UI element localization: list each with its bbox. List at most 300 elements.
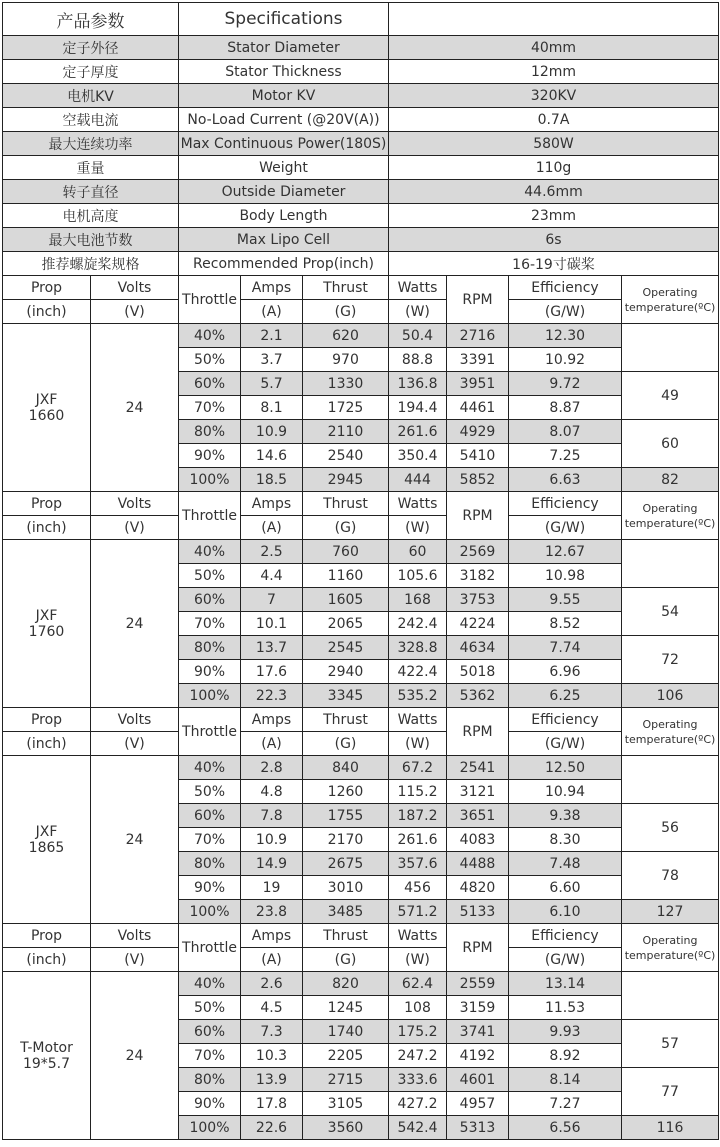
temp-header-line2: temperature(ºC) [624,300,716,314]
col-amps: Amps [241,708,303,732]
cell-throttle: 80% [179,852,241,876]
cell-throttle: 40% [179,540,241,564]
col-volts: Volts [91,276,179,300]
cell-throttle: 60% [179,804,241,828]
cell-thrust: 3010 [303,876,389,900]
cell-watts: 456 [389,876,447,900]
temp-value: 56 [622,804,719,852]
cell-watts: 88.8 [389,348,447,372]
col-amps: Amps [241,276,303,300]
cell-rpm: 3182 [447,564,509,588]
cell-amps: 4.5 [241,996,303,1020]
cell-watts: 571.2 [389,900,447,924]
cell-watts: 108 [389,996,447,1020]
cell-thrust: 2540 [303,444,389,468]
cell-thrust: 2945 [303,468,389,492]
cell-thrust: 620 [303,324,389,348]
spec-en-label: Recommended Prop(inch) [179,252,389,276]
col-volts: Volts [91,924,179,948]
cell-rpm: 4224 [447,612,509,636]
spec-en-label: Stator Diameter [179,36,389,60]
cell-throttle: 80% [179,420,241,444]
cell-amps: 19 [241,876,303,900]
table-row [3,60,719,84]
col-efficiency: Efficiency [509,708,622,732]
spec-en-label: Max Continuous Power(180S) [179,132,389,156]
cell-thrust: 1260 [303,780,389,804]
cell-efficiency: 7.74 [509,636,622,660]
cell-amps: 2.8 [241,756,303,780]
col-thrust-unit: (G) [303,948,389,972]
cell-efficiency: 7.25 [509,444,622,468]
cell-rpm: 2716 [447,324,509,348]
cell-amps: 10.9 [241,420,303,444]
cell-watts: 67.2 [389,756,447,780]
cell-rpm: 5362 [447,684,509,708]
col-rpm: RPM [447,492,509,540]
cell-thrust: 1755 [303,804,389,828]
temp-value: 78 [622,852,719,900]
cell-efficiency: 6.56 [509,1116,622,1140]
col-watts-unit: (W) [389,948,447,972]
temp-value: 49 [622,372,719,420]
cell-rpm: 5852 [447,468,509,492]
cell-efficiency: 9.55 [509,588,622,612]
spec-value: 23mm [389,204,719,228]
cell-rpm: 3741 [447,1020,509,1044]
cell-throttle: 50% [179,780,241,804]
cell-thrust: 2205 [303,1044,389,1068]
col-prop: Prop [3,924,91,948]
cell-watts: 261.6 [389,828,447,852]
temp-value: 116 [622,1116,719,1140]
col-prop-unit: (inch) [3,732,91,756]
prop-name-line1: JXF [35,391,58,408]
cell-thrust: 840 [303,756,389,780]
cell-throttle: 70% [179,396,241,420]
temp-header-line2: temperature(ºC) [624,516,716,530]
col-amps-unit: (A) [241,732,303,756]
cell-efficiency: 9.72 [509,372,622,396]
col-amps: Amps [241,924,303,948]
prop-volts: 24 [91,324,179,492]
cell-watts: 105.6 [389,564,447,588]
cell-amps: 10.3 [241,1044,303,1068]
cell-amps: 2.6 [241,972,303,996]
cell-thrust: 1330 [303,372,389,396]
prop-name-line1: JXF [35,823,58,840]
cell-amps: 4.8 [241,780,303,804]
cell-amps: 22.6 [241,1116,303,1140]
spec-cn-label: 重量 [3,156,179,180]
cell-throttle: 40% [179,972,241,996]
prop-name [3,756,91,924]
en-title: Specifications [179,3,389,36]
col-thrust-unit: (G) [303,732,389,756]
cell-efficiency: 6.25 [509,684,622,708]
cell-thrust: 3485 [303,900,389,924]
cell-watts: 444 [389,468,447,492]
col-temperature [622,924,719,972]
cell-rpm: 2541 [447,756,509,780]
col-rpm: RPM [447,924,509,972]
cell-throttle: 50% [179,996,241,1020]
cell-efficiency: 7.27 [509,1092,622,1116]
col-thrust: Thrust [303,276,389,300]
temp-value: 127 [622,900,719,924]
cell-throttle: 50% [179,564,241,588]
cell-thrust: 1740 [303,1020,389,1044]
cell-efficiency: 7.48 [509,852,622,876]
temp-value: 60 [622,420,719,468]
prop-name-line1: T-Motor [20,1039,73,1056]
cell-thrust: 760 [303,540,389,564]
prop-name-line2: 1660 [28,407,65,424]
cell-throttle: 80% [179,636,241,660]
cell-amps: 2.5 [241,540,303,564]
spec-value: 320KV [389,84,719,108]
col-watts: Watts [389,924,447,948]
col-watts: Watts [389,708,447,732]
cell-amps: 14.9 [241,852,303,876]
cell-amps: 3.7 [241,348,303,372]
cell-thrust: 3560 [303,1116,389,1140]
cell-watts: 350.4 [389,444,447,468]
temp-value: 106 [622,684,719,708]
table-row [3,204,719,228]
cell-amps: 14.6 [241,444,303,468]
cell-efficiency: 10.92 [509,348,622,372]
prop-name [3,540,91,708]
cell-amps: 2.1 [241,324,303,348]
col-temperature [622,276,719,324]
col-efficiency: Efficiency [509,276,622,300]
table-row [3,84,719,108]
prop-name-line2: 19*5.7 [22,1055,71,1072]
temp-value: 57 [622,1020,719,1068]
table-row [3,324,719,348]
table-row [3,228,719,252]
table-row [3,948,719,972]
col-volts-unit: (V) [91,516,179,540]
cell-throttle: 70% [179,612,241,636]
cell-watts: 542.4 [389,1116,447,1140]
cell-throttle: 90% [179,660,241,684]
cn-title: 产品参数 [3,3,179,36]
temp-value: 72 [622,636,719,684]
cell-amps: 17.6 [241,660,303,684]
cell-rpm: 3391 [447,348,509,372]
col-thrust-unit: (G) [303,300,389,324]
cell-thrust: 2170 [303,828,389,852]
cell-thrust: 1160 [303,564,389,588]
cell-rpm: 2569 [447,540,509,564]
cell-rpm: 3121 [447,780,509,804]
spec-value: 0.7A [389,108,719,132]
col-watts: Watts [389,492,447,516]
col-thrust-unit: (G) [303,516,389,540]
table-row [3,300,719,324]
spec-value: 40mm [389,36,719,60]
spec-cn-label: 空载电流 [3,108,179,132]
cell-efficiency: 12.50 [509,756,622,780]
table-row [3,3,719,36]
cell-amps: 22.3 [241,684,303,708]
spec-value: 44.6mm [389,180,719,204]
cell-efficiency: 6.10 [509,900,622,924]
spec-cn-label: 电机KV [3,84,179,108]
cell-efficiency: 8.14 [509,1068,622,1092]
table-row [3,972,719,996]
cell-throttle: 50% [179,348,241,372]
col-volts-unit: (V) [91,948,179,972]
cell-amps: 8.1 [241,396,303,420]
cell-watts: 535.2 [389,684,447,708]
cell-efficiency: 6.63 [509,468,622,492]
cell-efficiency: 9.38 [509,804,622,828]
cell-rpm: 5018 [447,660,509,684]
col-efficiency-unit: (G/W) [509,516,622,540]
cell-throttle: 100% [179,684,241,708]
col-rpm: RPM [447,276,509,324]
col-volts: Volts [91,708,179,732]
col-amps: Amps [241,492,303,516]
cell-watts: 357.6 [389,852,447,876]
temp-header-line2: temperature(ºC) [624,948,716,962]
cell-efficiency: 10.98 [509,564,622,588]
col-thrust: Thrust [303,924,389,948]
col-efficiency-unit: (G/W) [509,300,622,324]
cell-rpm: 4929 [447,420,509,444]
prop-name-line2: 1760 [28,623,65,640]
col-throttle: Throttle [179,708,241,756]
prop-volts: 24 [91,972,179,1140]
cell-thrust: 2940 [303,660,389,684]
cell-amps: 4.4 [241,564,303,588]
table-row [3,708,719,732]
spec-value: 110g [389,156,719,180]
cell-thrust: 3345 [303,684,389,708]
spec-cn-label: 定子厚度 [3,60,179,84]
temp-header-line2: temperature(ºC) [624,732,716,746]
cell-watts: 60 [389,540,447,564]
cell-efficiency: 10.94 [509,780,622,804]
spec-en-label: Weight [179,156,389,180]
cell-throttle: 100% [179,1116,241,1140]
prop-name-line2: 1865 [28,839,65,856]
cell-throttle: 100% [179,468,241,492]
spec-en-label: No-Load Current (@20V(A)) [179,108,389,132]
spec-cn-label: 最大电池节数 [3,228,179,252]
cell-rpm: 3651 [447,804,509,828]
cell-thrust: 1245 [303,996,389,1020]
spec-value: 6s [389,228,719,252]
cell-efficiency: 12.67 [509,540,622,564]
cell-watts: 242.4 [389,612,447,636]
cell-thrust: 3105 [303,1092,389,1116]
cell-throttle: 40% [179,324,241,348]
cell-efficiency: 8.52 [509,612,622,636]
cell-rpm: 4601 [447,1068,509,1092]
col-prop-unit: (inch) [3,948,91,972]
col-volts-unit: (V) [91,300,179,324]
cell-rpm: 5133 [447,900,509,924]
cell-amps: 5.7 [241,372,303,396]
col-efficiency-unit: (G/W) [509,948,622,972]
cell-watts: 175.2 [389,1020,447,1044]
table-row [3,132,719,156]
cell-watts: 187.2 [389,804,447,828]
col-prop: Prop [3,276,91,300]
cell-efficiency: 11.53 [509,996,622,1020]
cell-rpm: 4461 [447,396,509,420]
col-prop: Prop [3,492,91,516]
cell-rpm: 4488 [447,852,509,876]
col-rpm: RPM [447,708,509,756]
col-prop: Prop [3,708,91,732]
table-row [3,516,719,540]
table-row [3,36,719,60]
cell-watts: 333.6 [389,1068,447,1092]
spec-cn-label: 最大连续功率 [3,132,179,156]
cell-rpm: 4957 [447,1092,509,1116]
table-row [3,756,719,780]
cell-rpm: 5410 [447,444,509,468]
cell-rpm: 5313 [447,1116,509,1140]
cell-efficiency: 9.93 [509,1020,622,1044]
table-row [3,732,719,756]
spec-value: 580W [389,132,719,156]
spec-en-label: Body Length [179,204,389,228]
cell-efficiency: 6.96 [509,660,622,684]
cell-throttle: 60% [179,1020,241,1044]
col-efficiency-unit: (G/W) [509,732,622,756]
cell-throttle: 90% [179,444,241,468]
col-efficiency: Efficiency [509,924,622,948]
cell-efficiency: 8.07 [509,420,622,444]
cell-rpm: 2559 [447,972,509,996]
spec-en-label: Stator Thickness [179,60,389,84]
cell-watts: 136.8 [389,372,447,396]
cell-thrust: 2545 [303,636,389,660]
col-amps-unit: (A) [241,948,303,972]
cell-watts: 115.2 [389,780,447,804]
table-row [3,276,719,300]
col-amps-unit: (A) [241,516,303,540]
cell-throttle: 40% [179,756,241,780]
col-amps-unit: (A) [241,300,303,324]
cell-amps: 17.8 [241,1092,303,1116]
col-volts-unit: (V) [91,732,179,756]
table-row [3,924,719,948]
cell-watts: 168 [389,588,447,612]
cell-amps: 13.7 [241,636,303,660]
cell-throttle: 90% [179,1092,241,1116]
temp-blank [622,540,719,588]
cell-throttle: 70% [179,1044,241,1068]
cell-efficiency: 8.92 [509,1044,622,1068]
cell-amps: 18.5 [241,468,303,492]
temp-value: 54 [622,588,719,636]
col-thrust: Thrust [303,492,389,516]
cell-watts: 247.2 [389,1044,447,1068]
temp-header-line1: Operating [642,285,698,299]
spec-value: 12mm [389,60,719,84]
table-row [3,108,719,132]
prop-volts: 24 [91,540,179,708]
cell-thrust: 2715 [303,1068,389,1092]
spec-cn-label: 推荐螺旋桨规格 [3,252,179,276]
prop-name-line1: JXF [35,607,58,624]
cell-throttle: 90% [179,876,241,900]
cell-rpm: 4820 [447,876,509,900]
cell-rpm: 4083 [447,828,509,852]
temp-header-line1: Operating [642,501,698,515]
col-throttle: Throttle [179,492,241,540]
cell-rpm: 4634 [447,636,509,660]
cell-rpm: 3753 [447,588,509,612]
table-row [3,156,719,180]
temp-header-line1: Operating [642,717,698,731]
temp-header-line1: Operating [642,933,698,947]
prop-name [3,324,91,492]
table-row [3,252,719,276]
cell-amps: 7.8 [241,804,303,828]
col-throttle: Throttle [179,276,241,324]
cell-thrust: 1725 [303,396,389,420]
cell-amps: 10.1 [241,612,303,636]
cell-amps: 10.9 [241,828,303,852]
cell-efficiency: 8.30 [509,828,622,852]
cell-thrust: 2110 [303,420,389,444]
spec-en-label: Max Lipo Cell [179,228,389,252]
cell-amps: 7.3 [241,1020,303,1044]
cell-thrust: 2065 [303,612,389,636]
table-row [3,180,719,204]
table-row [3,540,719,564]
temp-value: 77 [622,1068,719,1116]
col-temperature [622,708,719,756]
cell-amps: 13.9 [241,1068,303,1092]
cell-rpm: 3159 [447,996,509,1020]
cell-throttle: 80% [179,1068,241,1092]
spec-value: 16-19寸碳桨 [389,252,719,276]
cell-throttle: 60% [179,372,241,396]
cell-thrust: 970 [303,348,389,372]
cell-efficiency: 6.60 [509,876,622,900]
col-watts-unit: (W) [389,516,447,540]
col-temperature [622,492,719,540]
cell-watts: 62.4 [389,972,447,996]
cell-throttle: 100% [179,900,241,924]
cell-watts: 261.6 [389,420,447,444]
title-blank [389,3,719,36]
table-row [3,492,719,516]
prop-name [3,972,91,1140]
col-thrust: Thrust [303,708,389,732]
cell-watts: 422.4 [389,660,447,684]
col-throttle: Throttle [179,924,241,972]
spec-en-label: Motor KV [179,84,389,108]
temp-value: 82 [622,468,719,492]
col-volts: Volts [91,492,179,516]
cell-throttle: 70% [179,828,241,852]
cell-rpm: 4192 [447,1044,509,1068]
prop-volts: 24 [91,756,179,924]
cell-throttle: 60% [179,588,241,612]
col-efficiency: Efficiency [509,492,622,516]
col-prop-unit: (inch) [3,300,91,324]
